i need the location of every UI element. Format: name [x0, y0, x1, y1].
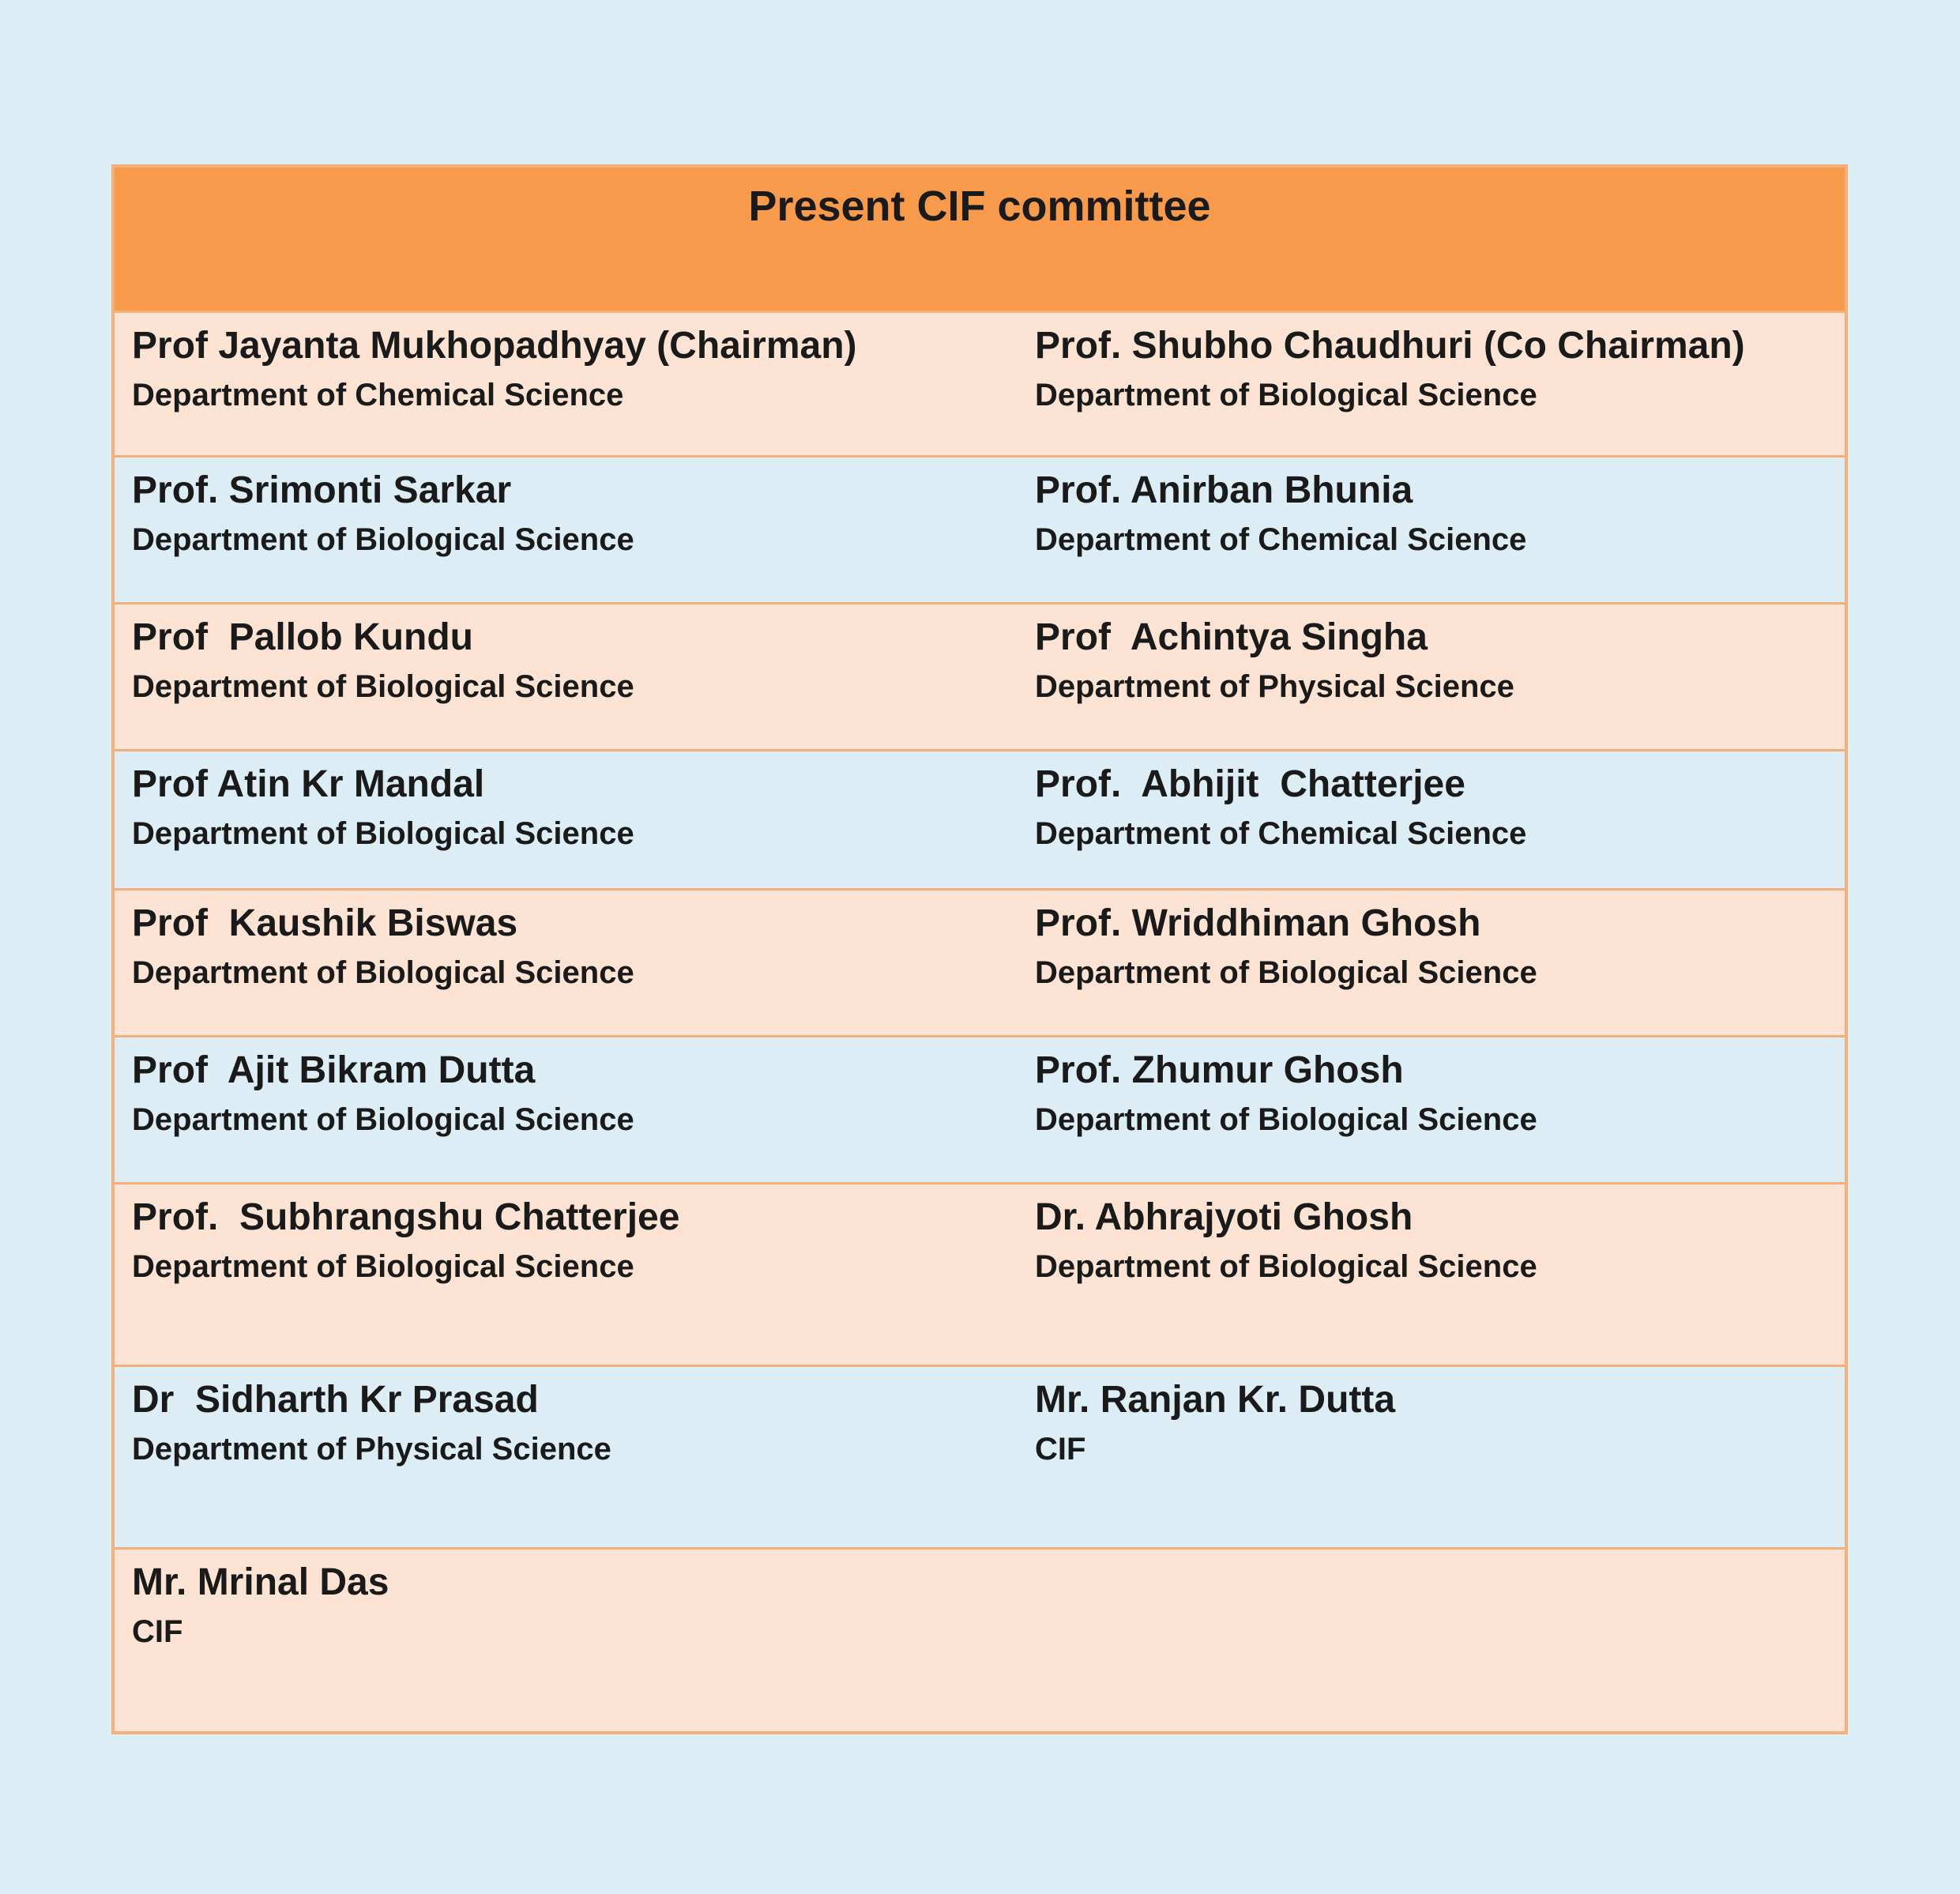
- member-department: Department of Chemical Science: [1035, 522, 1527, 557]
- committee-table: [111, 164, 1848, 1734]
- member-name: Prof Ajit Bikram Dutta: [132, 1049, 536, 1091]
- member-row: [115, 1367, 1845, 1549]
- member-row: [115, 751, 1845, 891]
- member-department: Department of Biological Science: [1035, 378, 1537, 412]
- member-department: Department of Biological Science: [1035, 1102, 1537, 1137]
- member-row: [115, 604, 1845, 751]
- member-cell-left: [115, 1184, 1018, 1365]
- member-department: Department of Biological Science: [132, 1102, 634, 1137]
- member-cell-right: [1018, 604, 1845, 749]
- member-cell-left: [115, 891, 1018, 1035]
- member-name: Dr Sidharth Kr Prasad: [132, 1379, 539, 1421]
- member-name: Mr. Ranjan Kr. Dutta: [1035, 1379, 1396, 1421]
- member-cell-right: [1018, 457, 1845, 602]
- member-department: Department of Biological Science: [1035, 955, 1537, 990]
- member-name: Prof. Anirban Bhunia: [1035, 469, 1413, 511]
- member-row: [115, 313, 1845, 457]
- member-name: Prof. Srimonti Sarkar: [132, 469, 512, 511]
- member-cell-left: [115, 604, 1018, 749]
- member-department: CIF: [132, 1614, 183, 1649]
- member-name: Prof. Subhrangshu Chatterjee: [132, 1196, 680, 1238]
- member-department: Department of Biological Science: [132, 816, 634, 851]
- member-name: Prof Achintya Singha: [1035, 616, 1428, 658]
- member-department: Department of Biological Science: [132, 669, 634, 704]
- member-name: Prof Pallob Kundu: [132, 616, 473, 658]
- member-department: Department of Biological Science: [132, 1249, 634, 1284]
- member-cell-left: [115, 1549, 1018, 1731]
- member-name: Prof. Abhijit Chatterjee: [1035, 763, 1465, 805]
- member-name: Prof. Shubho Chaudhuri (Co Chairman): [1035, 325, 1745, 367]
- member-cell-right: [1018, 1367, 1845, 1547]
- table-title: Present CIF committee: [748, 183, 1211, 230]
- member-department: Department of Chemical Science: [132, 378, 624, 412]
- member-department: Department of Physical Science: [132, 1432, 611, 1467]
- member-cell-right: [1018, 313, 1845, 455]
- member-department: Department of Physical Science: [1035, 669, 1514, 704]
- member-name: Dr. Abhrajyoti Ghosh: [1035, 1196, 1413, 1238]
- member-cell-right: [1018, 1549, 1845, 1731]
- member-row: [115, 457, 1845, 604]
- member-name: Prof Jayanta Mukhopadhyay (Chairman): [132, 325, 857, 367]
- member-department: Department of Biological Science: [132, 522, 634, 557]
- member-cell-left: [115, 457, 1018, 602]
- member-name: Prof. Zhumur Ghosh: [1035, 1049, 1404, 1091]
- member-cell-left: [115, 313, 1018, 455]
- member-row: [115, 1184, 1845, 1367]
- member-department: Department of Biological Science: [132, 955, 634, 990]
- member-cell-right: [1018, 1184, 1845, 1365]
- member-cell-left: [115, 751, 1018, 888]
- table-header: [115, 168, 1845, 313]
- member-cell-left: [115, 1037, 1018, 1182]
- member-row: [115, 1037, 1845, 1184]
- member-name: Prof Atin Kr Mandal: [132, 763, 485, 805]
- member-row: [115, 891, 1845, 1037]
- member-row: [115, 1549, 1845, 1731]
- member-cell-right: [1018, 1037, 1845, 1182]
- member-name: Prof Kaushik Biswas: [132, 902, 518, 944]
- member-name: Prof. Wriddhiman Ghosh: [1035, 902, 1481, 944]
- member-cell-right: [1018, 891, 1845, 1035]
- member-cell-right: [1018, 751, 1845, 888]
- member-cell-left: [115, 1367, 1018, 1547]
- member-name: Mr. Mrinal Das: [132, 1561, 389, 1603]
- member-department: Department of Biological Science: [1035, 1249, 1537, 1284]
- member-department: Department of Chemical Science: [1035, 816, 1527, 851]
- member-department: CIF: [1035, 1432, 1086, 1467]
